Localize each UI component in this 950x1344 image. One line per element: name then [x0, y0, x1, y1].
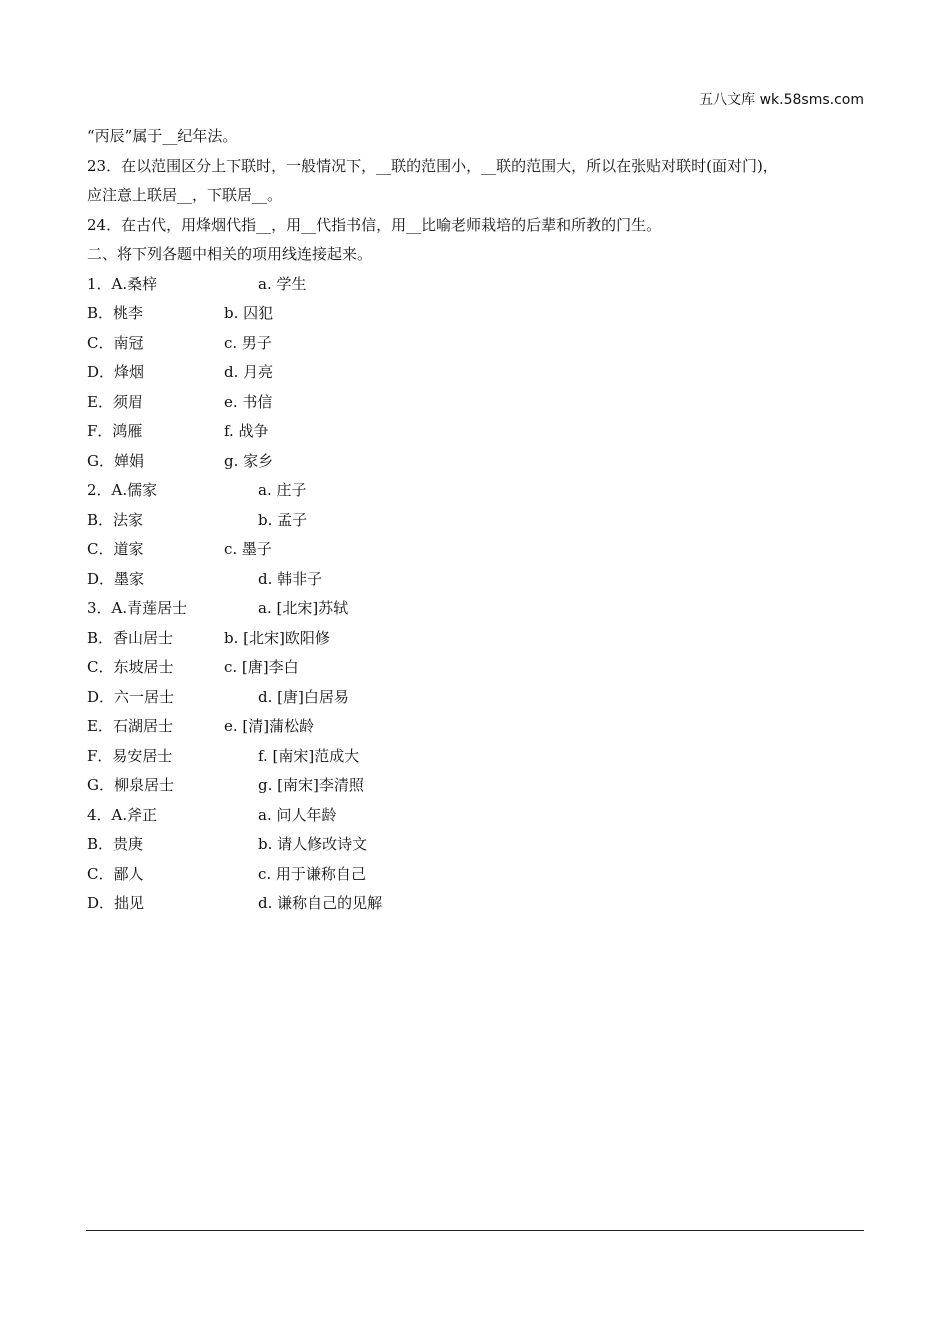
match-right-item: e. [清]蒲松龄: [224, 717, 315, 735]
matching-row: [87, 771, 864, 801]
matching-row: [87, 742, 864, 772]
match-right-item: g. [南宋]李清照: [258, 776, 364, 794]
paragraph-bingchen: “丙辰”属于__纪年法。: [87, 127, 238, 145]
matching-row: [87, 329, 864, 359]
match-right-item: d. 月亮: [224, 363, 274, 381]
match-left-item: G．柳泉居士: [87, 776, 174, 794]
match-right-item: a. 问人年龄: [258, 805, 337, 824]
matching-row: [87, 417, 864, 447]
match-right-item: c. [唐]李白: [224, 658, 299, 676]
question-23-line-2: 应注意上联居__，下联居__。: [87, 186, 283, 204]
section-2-heading: 二、将下列各题中相关的项用线连接起来。: [87, 245, 373, 263]
match-left-item: D．烽烟: [87, 363, 145, 381]
match-left-item: B．贵庚: [87, 835, 144, 853]
match-left-item: E．石湖居士: [87, 717, 173, 735]
match-right-item: c. 用于谦称自己: [258, 864, 366, 883]
match-right-item: a. 学生: [258, 274, 307, 293]
matching-groups: [87, 270, 864, 919]
matching-row: [87, 565, 864, 595]
matching-row: [87, 889, 864, 919]
match-right-item: b. [北宋]欧阳修: [224, 628, 330, 647]
match-left-item: 1．A.桑梓: [87, 274, 158, 293]
match-left-item: 3．A.青莲居士: [87, 599, 188, 617]
match-right-item: d. [唐]白居易: [258, 687, 349, 706]
match-right-item: d. 谦称自己的见解: [258, 894, 383, 912]
matching-row: [87, 712, 864, 742]
match-left-item: F．鸿雁: [87, 422, 143, 440]
matching-row: [87, 860, 864, 890]
match-right-item: e. 书信: [224, 392, 273, 411]
match-left-item: D．墨家: [87, 569, 145, 588]
match-right-item: d. 韩非子: [258, 569, 323, 588]
matching-row: [87, 683, 864, 713]
match-right-item: a. [北宋]苏轼: [258, 599, 349, 617]
matching-row: [87, 535, 864, 565]
question-23-line-1: 23．在以范围区分上下联时，一般情况下，__联的范围小，__联的范围大，所以在张贴对联时(面对门)，: [87, 156, 778, 175]
question-24: 24．在古代，用烽烟代指__，用__代指书信，用__比喻老师栽培的后辈和所教的门生。: [87, 215, 662, 234]
matching-row: [87, 830, 864, 860]
matching-row: [87, 299, 864, 329]
match-left-item: B．法家: [87, 510, 144, 529]
match-right-item: b. 请人修改诗文: [258, 835, 368, 853]
matching-group-3: [87, 594, 864, 801]
matching-row: [87, 801, 864, 831]
match-left-item: C．道家: [87, 540, 144, 558]
match-left-item: D．拙见: [87, 894, 145, 912]
match-right-item: g. 家乡: [224, 451, 274, 470]
match-left-item: 4．A.斧正: [87, 805, 158, 824]
match-left-item: B．香山居士: [87, 628, 174, 647]
match-right-item: b. 囚犯: [224, 304, 274, 322]
matching-row: [87, 476, 864, 506]
matching-row: [87, 358, 864, 388]
matching-row: [87, 506, 864, 536]
matching-row: [87, 594, 864, 624]
match-right-item: f. 战争: [224, 422, 269, 440]
footer-divider: [86, 1230, 864, 1231]
matching-row: [87, 624, 864, 654]
matching-row: [87, 447, 864, 477]
match-right-item: f. [南宋]范成大: [258, 746, 360, 765]
page-header-site: 五八文库 wk.58sms.com: [699, 92, 864, 108]
matching-group-4: [87, 801, 864, 919]
match-left-item: G．婵娟: [87, 451, 144, 470]
match-right-item: b. 孟子: [258, 510, 308, 529]
match-left-item: 2．A.儒家: [87, 481, 158, 499]
match-left-item: E．须眉: [87, 392, 143, 411]
document-body: [87, 122, 864, 919]
match-right-item: a. 庄子: [258, 481, 307, 499]
match-left-item: C．南冠: [87, 333, 144, 352]
match-left-item: C．东坡居士: [87, 658, 174, 676]
match-left-item: F．易安居士: [87, 746, 173, 765]
match-left-item: B．桃李: [87, 304, 144, 322]
match-left-item: C．鄙人: [87, 864, 144, 883]
match-left-item: D．六一居士: [87, 687, 175, 706]
matching-group-1: [87, 270, 864, 477]
matching-row: [87, 653, 864, 683]
matching-row: [87, 270, 864, 300]
match-right-item: c. 墨子: [224, 540, 272, 558]
matching-group-2: [87, 476, 864, 594]
matching-row: [87, 388, 864, 418]
match-right-item: c. 男子: [224, 333, 272, 352]
